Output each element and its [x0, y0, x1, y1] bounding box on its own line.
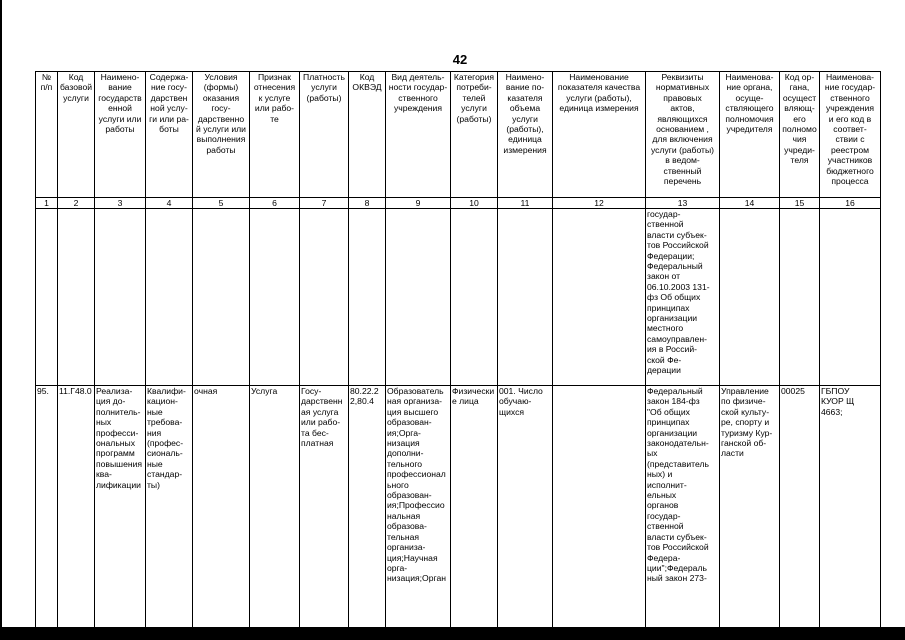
column-number: 8: [349, 198, 386, 209]
table-cell: 00025: [780, 386, 820, 633]
table-cell: Квалифи- кацион- ные требова- ния (профес- сиональ- ные стандар- ты): [146, 386, 193, 633]
table-cell: [58, 209, 95, 386]
table-cell: Реализа- ция до- полнитель- ных професси- ональных программ повышения ква- лификации: [95, 386, 146, 633]
header-cell: Вид деятель- ности государ- ственного учреждения: [386, 72, 451, 198]
table-cell: [193, 209, 250, 386]
column-number: 3: [95, 198, 146, 209]
table-cell: Федеральный закон 184-фз "Об общих принципах организации законодательн- ых (представитель ных) и исполнит- ельных органов государ- ственной власти субъек- тов Российской Федера- ции";Федераль ный закон 273-: [646, 386, 720, 633]
table-cell: [451, 209, 498, 386]
header-cell: № п/п: [36, 72, 58, 198]
column-number: 5: [193, 198, 250, 209]
table-cell: Госу- дарственн ая услуга или рабо- та бес- платная: [300, 386, 349, 633]
column-number: 7: [300, 198, 349, 209]
column-number: 13: [646, 198, 720, 209]
table-row: [36, 386, 881, 633]
header-cell: Код ОКВЭД: [349, 72, 386, 198]
column-number: 16: [820, 198, 881, 209]
table-row: [36, 209, 881, 386]
column-number: 1: [36, 198, 58, 209]
header-cell: Наименование показателя качества услуги (работы), единица измерения: [553, 72, 646, 198]
column-number: 2: [58, 198, 95, 209]
table-cell: [95, 209, 146, 386]
column-number-row: [36, 198, 881, 209]
column-number: 15: [780, 198, 820, 209]
table-cell: Образователь ная организа- ция высшего образован- ия;Орга- низация дополни- тельного профессионал ьного образован- ия;Профессио нальная образова- тельная организа- ция;Научная орга- низация;Орган: [386, 386, 451, 633]
column-number: 14: [720, 198, 780, 209]
header-cell: Реквизиты нормативных правовых актов, являющихся основанием , для включения услуги (работы) в ведом- ственный перечень: [646, 72, 720, 198]
column-number: 11: [498, 198, 553, 209]
services-table: [35, 71, 881, 633]
table-cell: [250, 209, 300, 386]
header-cell: Условия (формы) оказания госу- дарственно й услуги или выполнения работы: [193, 72, 250, 198]
table-cell: [820, 209, 881, 386]
header-row: [36, 72, 881, 198]
table-cell: [349, 209, 386, 386]
table-cell: [720, 209, 780, 386]
table-cell: 95.: [36, 386, 58, 633]
page-number: 42: [452, 52, 468, 67]
header-cell: Наименова- ние государ- ственного учреждения и его код в соответ- ствии с реестром участников бюджетного процесса: [820, 72, 881, 198]
table-cell: очная: [193, 386, 250, 633]
header-cell: Признак отнесения к услуге или рабо- те: [250, 72, 300, 198]
column-number: 4: [146, 198, 193, 209]
column-number: 12: [553, 198, 646, 209]
table-cell: [553, 386, 646, 633]
header-cell: Наимено- вание государств енной услуги или работы: [95, 72, 146, 198]
header-cell: Содержа- ние госу- дарствен ной услу- ги или ра- боты: [146, 72, 193, 198]
header-cell: Платность услуги (работы): [300, 72, 349, 198]
header-cell: Наименова- ние органа, осуще- ствляющего полномочия учредителя: [720, 72, 780, 198]
header-cell: Код базовой услуги: [58, 72, 95, 198]
header-cell: Наимено- вание по- казателя объема услуги (работы), единица измерения: [498, 72, 553, 198]
header-cell: Код ор- гана, осущест вляющ- его полномо чия учреди- теля: [780, 72, 820, 198]
table-cell: [146, 209, 193, 386]
header-cell: Категория потреби- телей услуги (работы): [451, 72, 498, 198]
table-cell: [498, 209, 553, 386]
table-cell: [553, 209, 646, 386]
column-number: 6: [250, 198, 300, 209]
table-cell: Управление по физиче- ской культу- ре, спорту и туризму Кур- ганской об- ласти: [720, 386, 780, 633]
table-cell: Физически е лица: [451, 386, 498, 633]
scan-left-edge: [0, 0, 2, 640]
table-cell: [780, 209, 820, 386]
scan-bottom-edge: [0, 627, 905, 640]
table-cell: 80.22.2 2,80.4: [349, 386, 386, 633]
table-cell: 001. Число обучаю- щихся: [498, 386, 553, 633]
table-cell: 11.Г48.0: [58, 386, 95, 633]
table-cell: [386, 209, 451, 386]
table-cell: государ- ственной власти субъек- тов Российской Федерации; Федеральный закон от 06.10.2003 131- фз Об общих принципах организации местного самоуправлен- ия в Россий- ской Фе- дерации: [646, 209, 720, 386]
column-number: 10: [451, 198, 498, 209]
column-number: 9: [386, 198, 451, 209]
table-cell: ГБПОУ КУОР Щ 4663;: [820, 386, 881, 633]
table-cell: Услуга: [250, 386, 300, 633]
table-cell: [300, 209, 349, 386]
table-cell: [36, 209, 58, 386]
